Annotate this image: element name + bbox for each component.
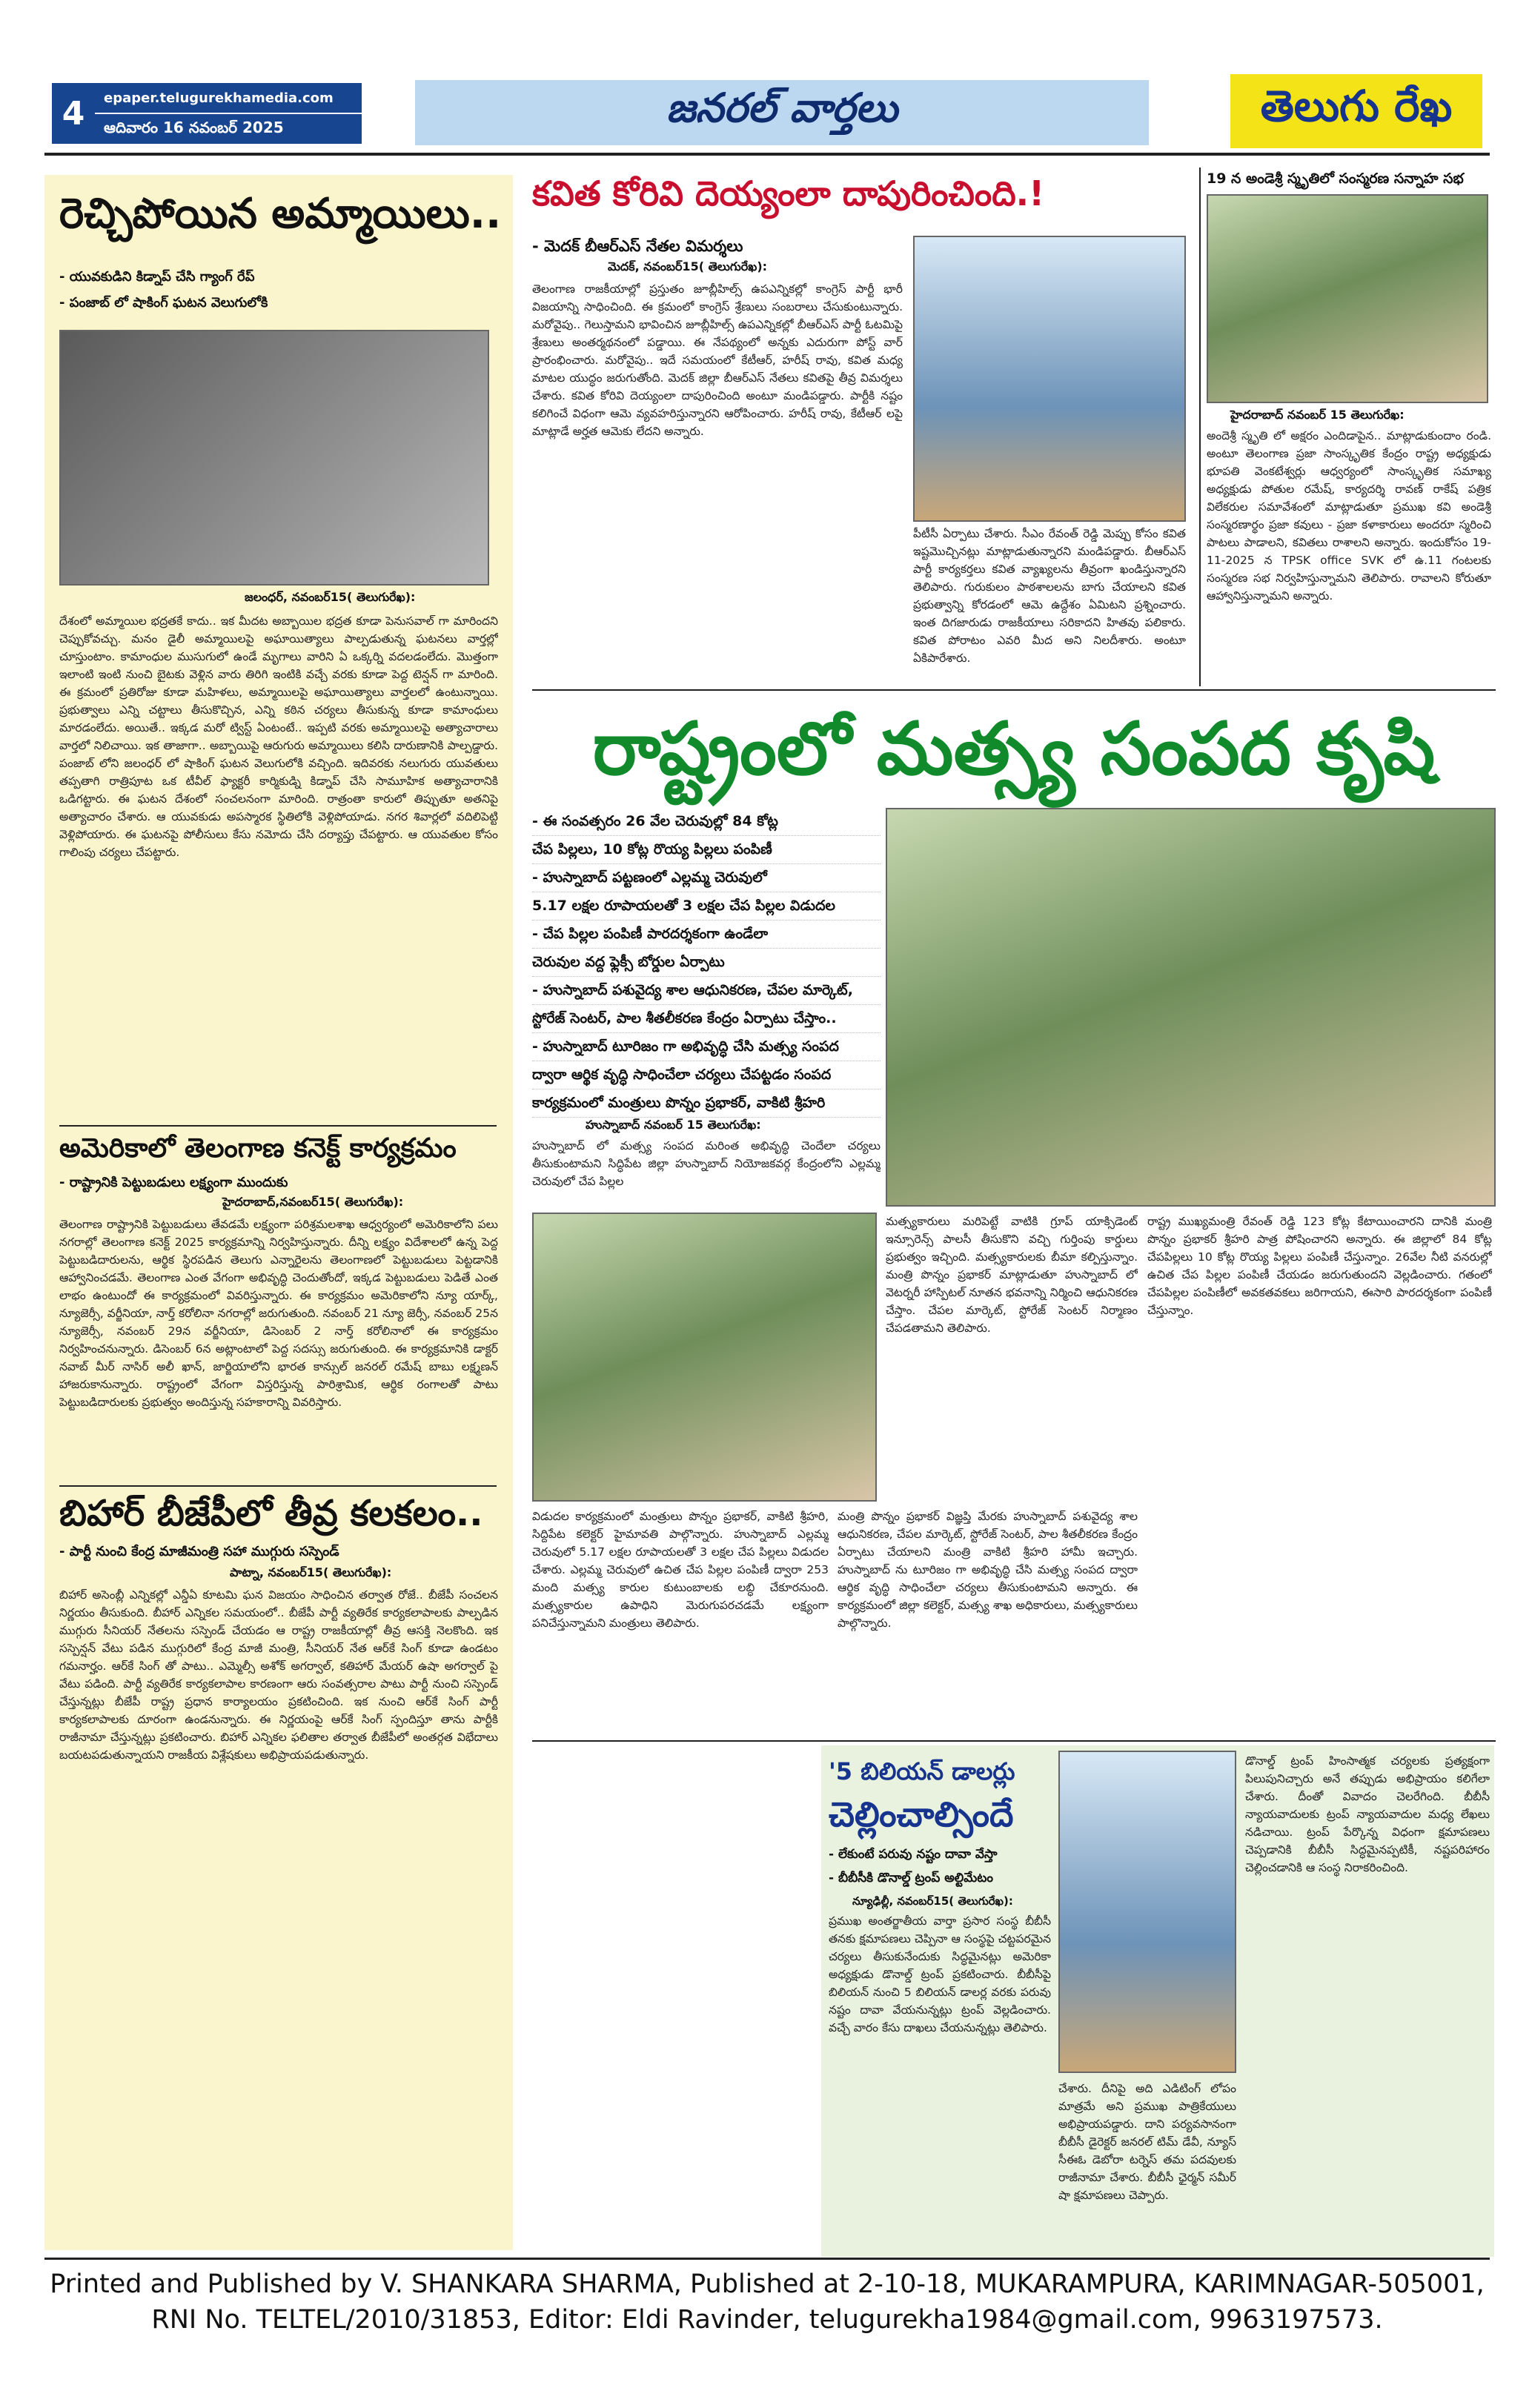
kavitha-photo (913, 236, 1186, 522)
story2-dateline: హైదరాబాద్,నవంబర్15( తెలుగురేఖ): (222, 1195, 404, 1209)
story1-headline: రెచ్చిపోయిన అమ్మాయిలు.. (59, 190, 502, 238)
trump-photo (1058, 1751, 1236, 2073)
kavitha-headline: కవిత కోరివి దెయ్యంలా దాపురించింది.! (532, 173, 1045, 213)
rail-photo (1207, 194, 1488, 403)
trump-sub1: - లేకుంటే పరువు నష్టం దావా వేస్తా (829, 1847, 998, 1862)
imprint-footer (44, 2266, 1490, 2378)
fisheries-body-intro: హుస్నాబాద్ లో మత్స్య సంపద మరింత అభివృద్ధి చెందేలా చర్యలు తీసుకుంటామని సిద్ధిపేట జిల్లా హుస్నాబాద్ నియోజకవర్గ కేంద్రంలోని ఎల్లమ్మ చెరువులో చేప పిల్లల (532, 1139, 881, 1188)
fisheries-body-col2: రాష్ట్ర ముఖ్యమంత్రి రేవంత్ రెడ్డి 123 కోట్ల కేటాయించారని దానికి మంత్రి పొన్నం ప్రభాకర్ శ్రీహరి పాత్ర పోషించారని అన్నారు. ఈ జిల్లాలో 84 కోట్ల చేపపిల్లలు 10 కోట్ల రొయ్య పిల్లలు పంపిణీ చేస్తున్నాం. 26వేల నీటి వనరుల్లో ఉచిత చేప పిల్లల పంపిణీ చేయడం జరుగుతుందని వెల్లడించారు. గతంలో చేపపిల్లల పంపిణీలో అవకతవకలు జరిగాయని, ఈసారి పారదర్శకంగా పంపిణీ చేస్తున్నాం. (1147, 1215, 1492, 1317)
bullet-line: చేప పిల్లలు, 10 కోట్ల రొయ్య పిల్లలు పంపిణీ (532, 836, 881, 864)
epaper-url[interactable]: epaper.telugurekhamedia.com (95, 83, 362, 113)
story2-headline: అమెరికాలో తెలంగాణ కనెక్ట్ కార్యక్రమం (59, 1133, 457, 1164)
story1-photo (59, 330, 489, 586)
bullet-line: - ఈ సంవత్సరం 26 వేల చెరువుల్లో 84 కోట్ల (532, 808, 881, 836)
story3-headline: బిహార్ బీజేపీలో తీవ్ర కలకలం.. (59, 1493, 483, 1534)
bullet-line: - చేప పిల్లల పంపిణీ పారదర్శకంగా ఉండేలా (532, 921, 881, 949)
header-rule (44, 153, 1490, 156)
kavitha-dateline: మెదక్, నవంబర్15( తెలుగురేఖ): (608, 259, 768, 273)
rail-dateline: హైదరాబాద్ నవంబర్ 15 తెలుగురేఖ: (1230, 408, 1405, 422)
section-title: జనరల్ వార్తలు (415, 80, 1149, 145)
bullet-line: స్టోరేజ్ సెంటర్, పాల శీతలీకరణ కేంద్రం ఏర్పాటు చేస్తాం.. (532, 1005, 881, 1033)
bullet-line: - హుస్నాబాద్ పశువైద్య శాల ఆధునికరణ, చేపల మార్కెట్, (532, 977, 881, 1005)
bullet-line: - హుస్నాబాద్ పట్టణంలో ఎల్లమ్మ చెరువులో (532, 864, 881, 892)
divider (59, 1125, 497, 1127)
trump-sub2: - బీబీసీకి డొనాల్డ్ ట్రంప్ అల్టిమేటం (829, 1871, 993, 1885)
story2-sub1: - రాష్ట్రానికి పెట్టుబడులు లక్ష్యంగా ముందుకు (59, 1175, 288, 1190)
kavitha-body-right: పీటీసీ ఏర్పాటు చేశారు. సీఎం రేవంత్ రెడ్డి మెప్పు కోసం కవిత ఇష్టమొచ్చినట్లు మాట్లాడుతున్నారని మండిపడ్డారు. బీఆర్ఎస్ పార్టీ కార్యకర్తలు కవిత వ్యాఖ్యలను తీవ్రంగా ఖండిస్తున్నారని తెలిపారు. గురుకులం పాఠశాలలను బాగు చేయాలని కవిత ప్రభుత్వాన్ని కోరడంలో ఆమె ఉద్దేశం ఏమిటని ప్రశ్నించారు. ఇంత దిగజారుడు రాజకీయాలు సరికాదని హితవు పలికారు. కవిత పోరాటం ఎవరి మీద అని నిలదీశారు. అంటూ ఏకిపారేశారు. (913, 527, 1186, 665)
bullet-line: 5.17 లక్షల రూపాయలతో 3 లక్షల చేప పిల్లల విడుదల (532, 892, 881, 921)
fisheries-main-photo (886, 808, 1496, 1207)
kavitha-sub: - మెదక్ బీఆర్ఎస్ నేతల విమర్శలు (532, 237, 743, 255)
story3-dateline: పాట్నా, నవంబర్15( తెలుగురేఖ): (230, 1565, 392, 1579)
trump-body-right: డొనాల్డ్ ట్రంప్ హింసాత్మక చర్యలకు ప్రత్యక్షంగా పిలుపునిచ్చారు అనే తప్పుడు అభిప్రాయం కలిగేలా చేశారు. దీంతో వివాదం చెలరేగింది. బీబీసీ న్యాయవాదులకు ట్రంప్ న్యాయవాదుల మధ్య లేఖలు నడిచాయి. ట్రంప్ పేర్కొన్న విధంగా క్షమాపణలు చెప్పడానికి బీబీసీ సిద్ధమైనప్పటికీ, నష్టపరిహారం చెల్లించడానికి ఆ సంస్థ నిరాకరించింది. (1245, 1754, 1490, 1874)
issue-date: ఆదివారం 16 నవంబర్ 2025 (95, 114, 362, 144)
divider (532, 689, 1496, 691)
rail-body: అందెశ్రీ స్మృతి లో అక్షరం ఎందిడాపైన.. మాట్లాడుకుందాం రండి. అంటూ తెలంగాణ ప్రజా సాంస్కృతిక కేంద్రం రాష్ట్ర అధ్యక్షుడు భూపతి వెంకటేశ్వర్లు ఆధ్వర్యంలో సాంస్కృతిక సమాఖ్య అధ్యక్షుడు పోతుల రమేష్, కార్యదర్శి రావణ్ రాకేష్ పత్రిక విలేకరుల సమావేశంలో మాట్లాడుతూ ప్రముఖ కవి అండెశ్రీ సంస్మరణార్థం ప్రజా కవులు - ప్రజా కళాకారులు అందరూ స్మరించి పాటలు పాడాలని, కవితలు రాశాలని అన్నారు. ఇందుకోసం 19-11-2025 న TPSK office SVK లో ఉ.11 గంటలకు సంస్మరణ సభ నిర్వహిస్తున్నామని తెలిపారు. రావాలని కోరుతూ ఆహ్వానిస్తున్నామని అన్నారు. (1207, 429, 1491, 603)
story1-body: దేశంలో అమ్మాయిల భద్రతకే కాదు.. ఇక మీదట అబ్బాయిల భద్రత కూడా పెనుసవాల్ గా మారిందని చెప్పుకోవచ్చు. మనం డైలీ అమ్మాయిలపై అఘాయిత్యాలు పాల్పడుతున్న ఘటనలు వార్తల్లో చూస్తుంటాం. కామాంధుల ముసుగులో ఉండే మృగాలు వారిని ఏ ఒక్కర్ని వదలడంలేదు. మొత్తంగా ఇలాంటి ఇంటి నుంచి బైటకు వెళ్లిన వారు తిరిగి ఇంటికి వచ్చే వరకు కూడా పెద్ద టెన్షన్ గా మారింది. ఈ క్రమంలో ప్రతిరోజు కూడా మహిళలు, అమ్మాయిలపై అఘాయిత్యాలు వార్తలలో ఉంటున్నాయి. ప్రభుత్వాలు ఎన్ని చట్టాలు తీసుకొచ్చిన, ఎన్ని కఠిన చర్యలు తీసుకున్న కూడా కామాంధులు మారడంలేదు. అయితే.. ఇక్కడ మరో ట్విస్ట్ ఏంటంటే.. ఇప్పటి వరకు అమ్మాయిలపై అత్యాచారాలు వార్తలో నిలిచాయి. ఇక తాజాగా.. అబ్బాయిపై ఆరుగురు అమ్మాయిలు కలిసి దారుణానికి పాల్పడ్డారు. పంజాబ్ లోని జలంధర్ లో షాకింగ్ ఘటన వెలుగులోకి వచ్చింది. ఇదివరకు నలుగురు యువతులు తప్పతాగి రాత్రిపూట ఒక టీవీల్ ఫ్యాక్టరీ కార్మికుడ్ని కిడ్నాప్ చేసి సామూహిక అత్యాచారానికి ఒడిగట్టారు. ఈ ఘటన దేశంలో సంచలనంగా మారింది. రాత్రంతా కారులో తిప్పుతూ అతనిపై అత్యాచారం చేశారు. ఆ యువకుడు అపస్మారక స్థితిలోకి వెళ్లిపోయాడు. నగర శివార్లలో వదిలిపెట్టి వెళ్లిపోయారు. ఈ ఘటనపై పోలీసులు కేసు నమోదు చేసి దర్యాప్తు చేపట్టారు. ఆ యువతుల కోసం గాలింపు చర్యలు చేపట్టారు. (59, 614, 498, 859)
bullet-line: చెరువుల వద్ద ఫ్లెక్సీ బోర్డుల ఏర్పాటు (532, 949, 881, 977)
story2-body: తెలంగాణ రాష్ట్రానికి పెట్టుబడులు తేవడమే లక్ష్యంగా పరిశ్రమలశాఖ ఆధ్వర్యంలో అమెరికాలోని పలు నగరాల్లో తెలంగాణ కనెక్ట్ 2025 కార్యక్రమాన్ని నిర్వహిస్తున్నారు. దీన్ని లక్ష్యం విదేశాలలో ఉన్న పెద్ద పెట్టుబడిదారులను, ఆర్థిక స్థిరపడిన తెలుగు ఎన్నారైలను తెలంగాణలో పెట్టుబడులు పెట్టడానికి ఆహ్వానించడమే. తెలంగాణ ఎంత వేగంగా అభివృద్ధి చెందుతోందో, ఇక్కడ పెట్టుబడులు పెడితే ఎంత లాభం ఉంటుందో ఈ కార్యక్రమంలో వివరిస్తున్నారు. ఈ కార్యక్రమం అమెరికాలోని న్యూ యార్క్, న్యూజెర్సీ, వర్జీనియా, నార్త్ కరోలినా నగరాల్లో జరుగుతుంది. నవంబర్ 21 న్యూ జెర్సీ, నవంబర్ 25న న్యూజెర్సీ, నవంబర్ 29న వర్జీనియా, డిసెంబర్ 2 నార్త్ కరోలినాలో ఈ కార్యక్రమం నిర్వహించనున్నారు. డిసెంబర్ 6న అట్లాంటాలో పెద్ద సదస్సు జరుగుతుంది. ఈ కార్యక్రమానికి డాక్టర్ నవాబ్ మీర్ నాసిర్ అలీ ఖాన్, జార్జియాలోని భారత కాన్సుల్ జనరల్ రమేష్ బాబు లక్ష్మణన్ హాజరుకానున్నారు. రాష్ట్రంలో వేగంగా విస్తరిస్తున్న పారిశ్రామిక, ఆర్థిక రంగాలతో పాటు పెట్టుబడిదారులకు ప్రభుత్వం అందిస్తున్న సహకారాన్ని వివరిస్తారు. (59, 1218, 498, 1409)
story1-dateline: జలంధర్, నవంబర్15( తెలుగురేఖ): (245, 590, 416, 604)
story1-sub2: - పంజాబ్ లో షాకింగ్ ఘటన వెలుగులోకి (59, 295, 268, 311)
imprint-line-2: RNI No. TELTEL/2010/31853, Editor: Eldi Ravinder, telugurekha1984@gmail.com, 9963197573. (151, 2305, 1383, 2335)
column-rule (1199, 168, 1201, 686)
bullet-line: ద్వారా ఆర్థిక వృద్ధి సాధించేలా చర్యలు చేపట్టడం సంపద (532, 1061, 881, 1089)
bullet-line: - హుస్నాబాద్ టూరిజం గా అభివృద్ధి చేసి మత్స్య సంపద (532, 1033, 881, 1061)
imprint-line-1: Printed and Published by V. SHANKARA SHARMA, Published at 2-10-18, MUKARAMPURA, KARIMNAGAR-505001, (50, 2269, 1485, 2299)
bullet-line: కార్యక్రమంలో మంత్రులు పొన్నం ప్రభాకర్, వాకిటి శ్రీహరి (532, 1089, 881, 1118)
fisheries-bullets (532, 808, 881, 1118)
fisheries-dateline: హుస్నాబాద్ నవంబర్ 15 తెలుగురేఖ: (586, 1118, 761, 1132)
trump-body-left: ప్రముఖ అంతర్జాతీయ వార్తా ప్రసార సంస్థ బీబీసీ తనకు క్షమాపణలు చెప్పినా ఆ సంస్థపై చట్టపరమైన చర్యలు తీసుకునేందుకు సిద్ధమైనట్లు అమెరికా అధ్యక్షుడు డొనాల్డ్ ట్రంప్ ప్రకటించారు. బీబీసీపై బిలియన్ నుంచి 5 బిలియన్ డాలర్ల వరకు పరువు నష్టం దావా వేయనున్నట్లు ట్రంప్ వెల్లడించారు. వచ్చే వారం కేసు దాఖలు చేయనున్నట్లు తెలిపారు. (829, 1914, 1051, 2034)
trump-dateline: న్యూఢిల్లీ, నవంబర్15( తెలుగురేఖ): (852, 1894, 1013, 1908)
fisheries-body-wide: విడుదల కార్యక్రమంలో మంత్రులు పొన్నం ప్రభాకర్, వాకిటి శ్రీహరి, సిద్దిపేట కలెక్టర్ హైమావతి పాల్గొన్నారు. హుస్నాబాద్ ఎల్లమ్మ చెరువులో 5.17 లక్షల రూపాయలతో 3 లక్షల చేప పిల్లలు విడుదల చేశారు. ఎల్లమ్మ చెరువులో ఉచిత చేప పిల్లల పంపిణీ ద్వారా 253 మంది మత్స్య కారుల కుటుంబాలకు లబ్ధి చేకూరనుంది. మత్స్యకారుల ఉపాధిని మెరుగుపరచడమే లక్ష్యంగా పనిచేస్తున్నామని మంత్రులు తెలిపారు. (532, 1510, 829, 1630)
story1-sub1: - యువకుడిని కిడ్నాప్ చేసి గ్యాంగ్ రేప్ (59, 269, 255, 285)
fisheries-body-wide2: మంత్రి పొన్నం ప్రభాకర్ విజ్ఞప్తి మేరకు హుస్నాబాద్ పశువైద్య శాల ఆధునికరణ, చేపల మార్కెట్, స్టోరేజ్ సెంటర్, పాల శీతలీకరణ కేంద్రం ఏర్పాటు చేయాలని మంత్రి వాకిటి శ్రీహరి హామీ ఇచ్చారు. హుస్నాబాద్ ను టూరిజం గా అభివృద్ధి చేసి మత్స్య సంపద ద్వారా ఆర్థిక వృద్ధి సాధించేలా చర్యలు తీసుకుంటామని అన్నారు. ఈ కార్యక్రమంలో జిల్లా కలెక్టర్, మత్స్య శాఖ అధికారులు, మత్స్యకారులు పాల్గొన్నారు. (838, 1510, 1138, 1630)
fisheries-headline: రాష్ట్రంలో మత్స్య సంపద కృషి (592, 707, 1436, 792)
rail-headline: 19 న అండెశ్రీ స్మృతిలో సంస్మరణ సన్నాహ సభ (1207, 170, 1464, 187)
fisheries-event-photo (532, 1213, 877, 1502)
trump-headline-small: '5 బిలియన్ డాలర్లు (829, 1757, 1015, 1785)
masthead-logo: తెలుగు రేఖ (1230, 74, 1482, 148)
divider (59, 1485, 497, 1487)
kavitha-body-left: తెలంగాణ రాజకీయాల్లో ప్రస్తుతం జూబ్లీహిల్స్ ఉపఎన్నికల్లో కాంగ్రెస్ పార్టీ భారీ విజయాన్ని సాధించింది. ఈ క్రమంలో కాంగ్రెస్ శ్రేణులు సంబరాలు చేసుకుంటున్నారు. మరోవైపు.. గెలుస్తామని భావించిన జూబ్లీహిల్స్ ఉపఎన్నికల్లో బీఆర్ఎస్ పార్టీ ఓటమిపై శ్రేణులు అంతర్మథనంలో పడ్డాయి. ఈ నేపథ్యంలో అన్నకు ఎదురుగా పోస్ట్ వార్ ప్రారంభించారు. మరోవైపు.. ఇదే సమయంలో కేటీఆర్, హరీష్ రావు, కవిత మధ్య మాటల యుద్ధం జరుగుతోంది. మెదక్ జిల్లా బీఆర్ఎస్ నేతలు కవితపై తీవ్ర విమర్శలు చేశారు. కవిత కోరివి దెయ్యంలా దాపురించింది అంటూ మండిపడ్డారు. పార్టీకి నష్టం కలిగించే విధంగా ఆమె వ్యవహరిస్తున్నారని ఆరోపించారు. హరీష్ రావు, కేటీఆర్ లపై మాట్లాడే అర్హత ఆమెకు లేదని అన్నారు. (532, 282, 903, 438)
trump-headline-big: చెల్లించాల్సిందే (829, 1794, 1014, 1834)
fisheries-body-col1: మత్స్యకారులు మరిపెట్టే వాటికి గ్రూప్ యాక్సిడెంట్ ఇన్సూరెన్స్ పాలసీ తీసుకొని వచ్చి గుర్తింపు కార్డులు ప్రభుత్వం ఇచ్చింది. మత్స్యకారులకు బీమా కల్పిస్తున్నాం. మంత్రి పొన్నం ప్రభాకర్ మాట్లాడుతూ హుస్నాబాద్ లో వెటర్నరీ హాస్పిటల్ నూతన భవనాన్ని నిర్మించి ఆధునికరణ చేస్తాం. చేపల మార్కెట్, స్టోరేజ్ సెంటర్ నిర్మాణం చేపడతామని తెలిపారు. (886, 1215, 1138, 1335)
footer-rule (44, 2258, 1490, 2260)
story3-body: బిహార్ అసెంబ్లీ ఎన్నికల్లో ఎన్డీఏ కూటమి ఘన విజయం సాధించిన తర్వాత రోజే.. బీజేపీ సంచలన నిర్ణయం తీసుకుంది. బీహార్ ఎన్నికల సమయంలో.. బీజేపీ పార్టీ వ్యతిరేక కార్యకలాపాలకు పాల్పడిన ముగ్గురు సీనియర్ నేతలను సస్పెండ్ చేయడం ఆ రాష్ట్ర రాజకీయాల్లో తీవ్ర ఆసక్తి నెలకొంది. ఇక సస్పెన్షన్ వేటు పడిన ముగ్గురిలో కేంద్ర మాజీ మంత్రి, సీనియర్ నేత ఆర్‌కే సింగ్ కూడా ఉండటం గమనార్హం. ఆర్‌కే సింగ్ తో పాటు.. ఎమ్మెల్సీ అశోక్ అగర్వాల్, కతిహార్ మేయర్ ఉషా అగర్వాల్ పై వేటు పడింది. పార్టీ వ్యతిరేక కార్యకలాపాల కారణంగా ఆరు సంవత్సరాల పాటు పార్టీ నుంచి సస్పెండ్ చేస్తున్నట్లు బీజేపీ రాష్ట్ర ప్రధాన కార్యాలయం ప్రకటించింది. ఇక నుంచి ఆర్‌కే సింగ్ పార్టీ కార్యకలాపాలకు దూరంగా ఉండనున్నారు. ఈ నిర్ణయంపై ఆర్‌కే సింగ్ స్పందిస్తూ తాను పార్టీకి రాజీనామా చేస్తున్నట్లు ప్రకటించారు. బిహార్ ఎన్నికల ఫలితాల తర్వాత బీజేపీలో అంతర్గత విభేదాలు బయటపడుతున్నాయని రాజకీయ విశ్లేషకులు అభిప్రాయపడుతున్నారు. (59, 1588, 498, 1762)
divider (532, 1740, 1496, 1742)
trump-body-mid: చేశారు. దీనిపై అది ఎడిటింగ్ లోపం మాత్రమే అని ప్రముఖ పాత్రికేయులు అభిప్రాయపడ్డారు. దాని పర్యవసానంగా బీబీసీ డైరెక్టర్ జనరల్ టిమ్ డేవీ, న్యూస్ సీఈఓ డెబోరా టర్నెస్ తమ పదవులకు రాజీనామా చేశారు. బీబీసీ ఛైర్మన్ సమీర్ షా క్షమాపణలు చెప్పారు. (1058, 2082, 1236, 2202)
page-number: 4 (52, 83, 95, 144)
story3-sub1: - పార్టీ నుంచి కేంద్ర మాజీమంత్రి సహా ముగ్గురు సస్పెండ్ (59, 1544, 339, 1559)
